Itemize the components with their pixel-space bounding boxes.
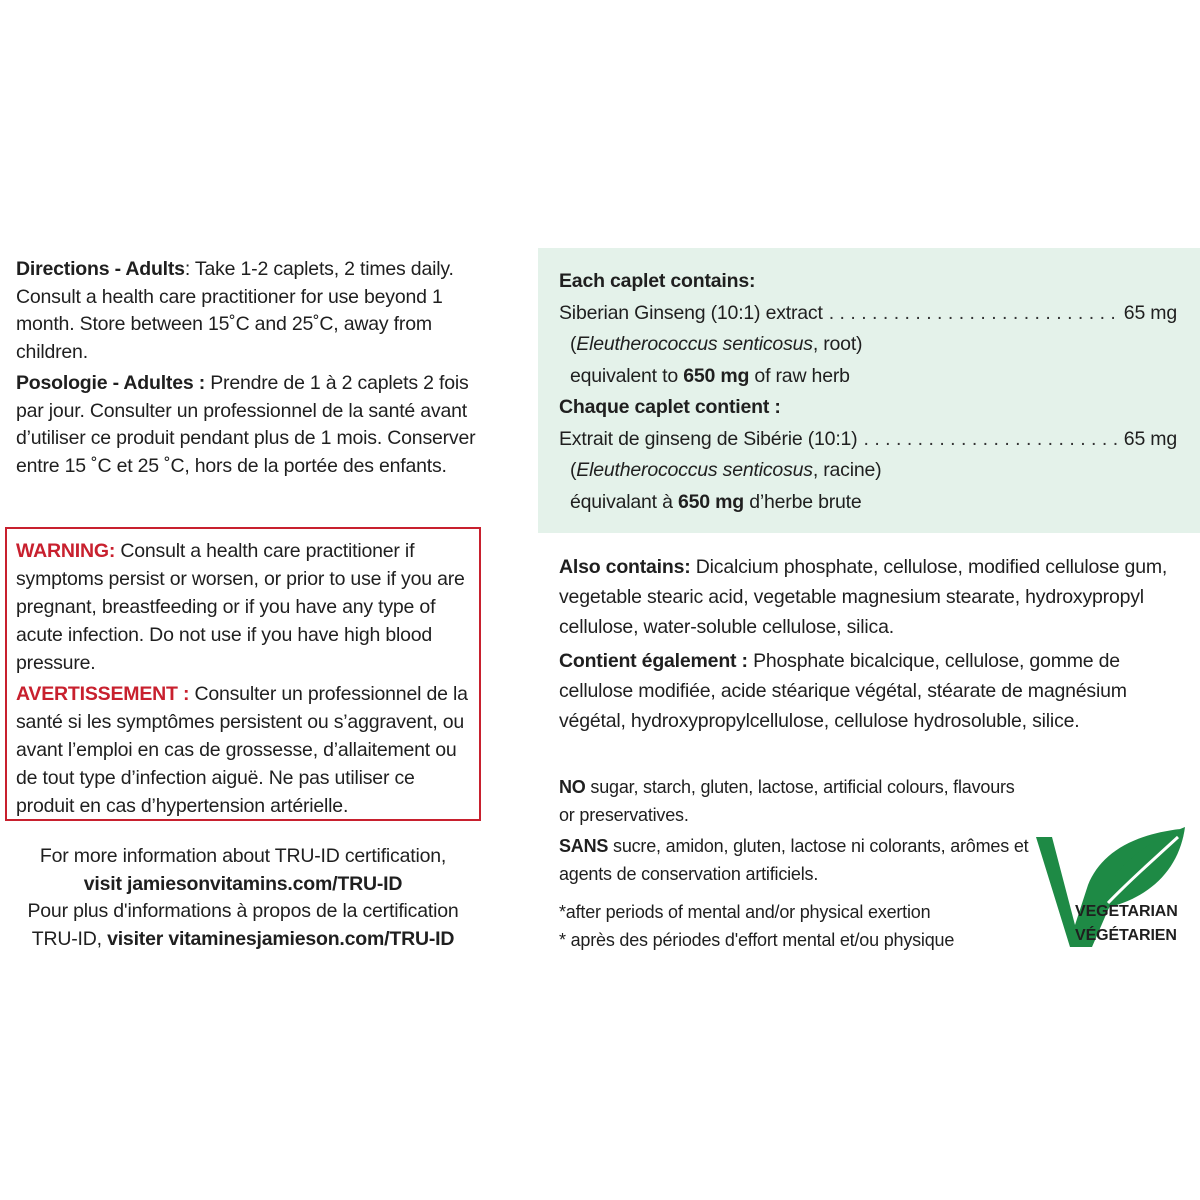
ingredients-en-heading: Each caplet contains:	[559, 270, 756, 292]
also-contains-en	[559, 552, 1179, 642]
footnote-en: *after periods of mental and/or physical exertion	[559, 902, 931, 922]
equiv-amount-en: 650 mg	[683, 364, 750, 387]
also-contains-fr-label: Contient également :	[559, 650, 748, 672]
equiv-pre-en: equivalent to	[570, 364, 684, 387]
directions-fr-text: Prendre de 1 à 2 caplets 2 fois par jour. Consulter un professionnel de la santé avant d’utiliser ce produit pendant plus de 1 mois. Conserver entre 15 ˚C et 25 ˚C, hors de la portée des enfants.	[16, 372, 476, 477]
directions-fr-label: Posologie - Adultes :	[16, 372, 206, 394]
ingredient-row-en	[559, 298, 1177, 330]
vegetarian-label	[1075, 900, 1178, 948]
source-part-fr: , racine)	[812, 459, 882, 481]
free-from-fr-label: SANS	[559, 836, 609, 856]
warning-fr-label: AVERTISSEMENT :	[16, 683, 190, 705]
warning-en	[16, 537, 470, 677]
free-from-section	[559, 774, 1029, 892]
free-from-fr	[559, 833, 1029, 888]
tru-id-info	[5, 843, 481, 953]
warning-en-text: Consult a health care practitioner if symptoms persist or worsen, or prior to use if you are pregnant, breastfeeding or if you have any type of acute infection. Do not use if you have high blood pressure.	[16, 540, 465, 674]
ingredient-fr-source	[559, 455, 1177, 487]
also-contains-en-text: Dicalcium phosphate, cellulose, modified cellulose gum, vegetable stearic acid, vegetable magnesium stearate, hydroxypropyl cellulose, water-soluble cellulose, silica.	[559, 556, 1168, 638]
medicinal-ingredients	[559, 266, 1177, 518]
info-line-4-prefix: TRU-ID,	[31, 927, 108, 950]
ingredients-fr-heading: Chaque caplet contient :	[559, 396, 781, 418]
directions-en	[16, 256, 486, 366]
warning-fr	[16, 680, 470, 820]
free-from-fr-text: sucre, amidon, gluten, lactose ni colorants, arômes et agents de conservation artificiels.	[559, 836, 1029, 884]
info-line-1: For more information about TRU-ID certification,	[39, 845, 447, 867]
warning-en-label: WARNING:	[16, 540, 116, 562]
equiv-amount-fr: 650 mg	[677, 490, 744, 513]
paren-open: (	[570, 333, 577, 355]
leader-dots	[863, 424, 1117, 456]
warning-fr-text: Consulter un professionnel de la santé si les symptômes persistent ou s’aggravent, ou avant l’emploi en cas de grossesse, d’allaitement ou de tout type d’infection aiguë. Ne pas utiliser ce produit en cas d’hypertension artérielle.	[16, 683, 468, 817]
leader-dots	[829, 298, 1118, 330]
also-contains-fr	[559, 646, 1179, 736]
latin-name-fr: Eleutherococcus senticosus	[576, 459, 813, 481]
directions-section	[16, 256, 486, 484]
also-contains-fr-text: Phosphate bicalcique, cellulose, gomme de cellulose modifiée, acide stéarique végétal, stéarate de magnésium végétal, hydroxypropylcellulose, cellulose hydrosoluble, silice.	[559, 650, 1127, 732]
info-link-en: visit jamiesonvitamins.com/TRU-ID	[83, 872, 403, 895]
source-part-en: , root)	[812, 333, 863, 355]
equiv-post-fr: d’herbe brute	[744, 490, 862, 513]
ingredient-fr-equivalent	[559, 487, 1177, 519]
directions-en-label: Directions - Adults	[16, 258, 185, 280]
ingredient-en-source	[559, 329, 1177, 361]
equiv-pre-fr: équivalant à	[570, 490, 678, 513]
paren-open: (	[570, 459, 577, 481]
free-from-en-text: sugar, starch, gluten, lactose, artificial colours, flavours or preservatives.	[559, 777, 1015, 825]
footnote-section	[559, 899, 1029, 954]
ingredient-en-amount: 65 mg	[1123, 301, 1177, 324]
info-line-4	[5, 926, 481, 954]
info-line-3: Pour plus d'informations à propos de la certification	[27, 900, 459, 922]
vegetarian-en: VEGETARIAN	[1075, 903, 1178, 920]
free-from-en-label: NO	[559, 777, 586, 797]
vegetarian-fr: VÉGÉTARIEN	[1075, 927, 1177, 944]
ingredient-en-name: Siberian Ginseng (10:1) extract	[559, 301, 823, 324]
info-link-fr: visiter vitaminesjamieson.com/TRU-ID	[107, 927, 455, 950]
warning-box	[5, 527, 481, 821]
ingredient-fr-amount: 65 mg	[1123, 427, 1177, 450]
directions-en-text: : Take 1-2 caplets, 2 times daily. Consult a health care practitioner for use beyond 1 month. Store between 15˚C and 25˚C, away from children.	[16, 258, 454, 363]
free-from-en	[559, 774, 1029, 829]
equiv-post-en: of raw herb	[749, 364, 850, 387]
ingredient-en-equivalent	[559, 361, 1177, 393]
latin-name-en: Eleutherococcus senticosus	[576, 333, 813, 355]
directions-fr	[16, 370, 486, 480]
ingredient-fr-name: Extrait de ginseng de Sibérie (10:1)	[559, 427, 858, 450]
non-medicinal-ingredients	[559, 552, 1179, 740]
ingredient-row-fr	[559, 424, 1177, 456]
footnote-fr: * après des périodes d'effort mental et/ou physique	[559, 929, 955, 950]
also-contains-en-label: Also contains:	[559, 556, 691, 578]
